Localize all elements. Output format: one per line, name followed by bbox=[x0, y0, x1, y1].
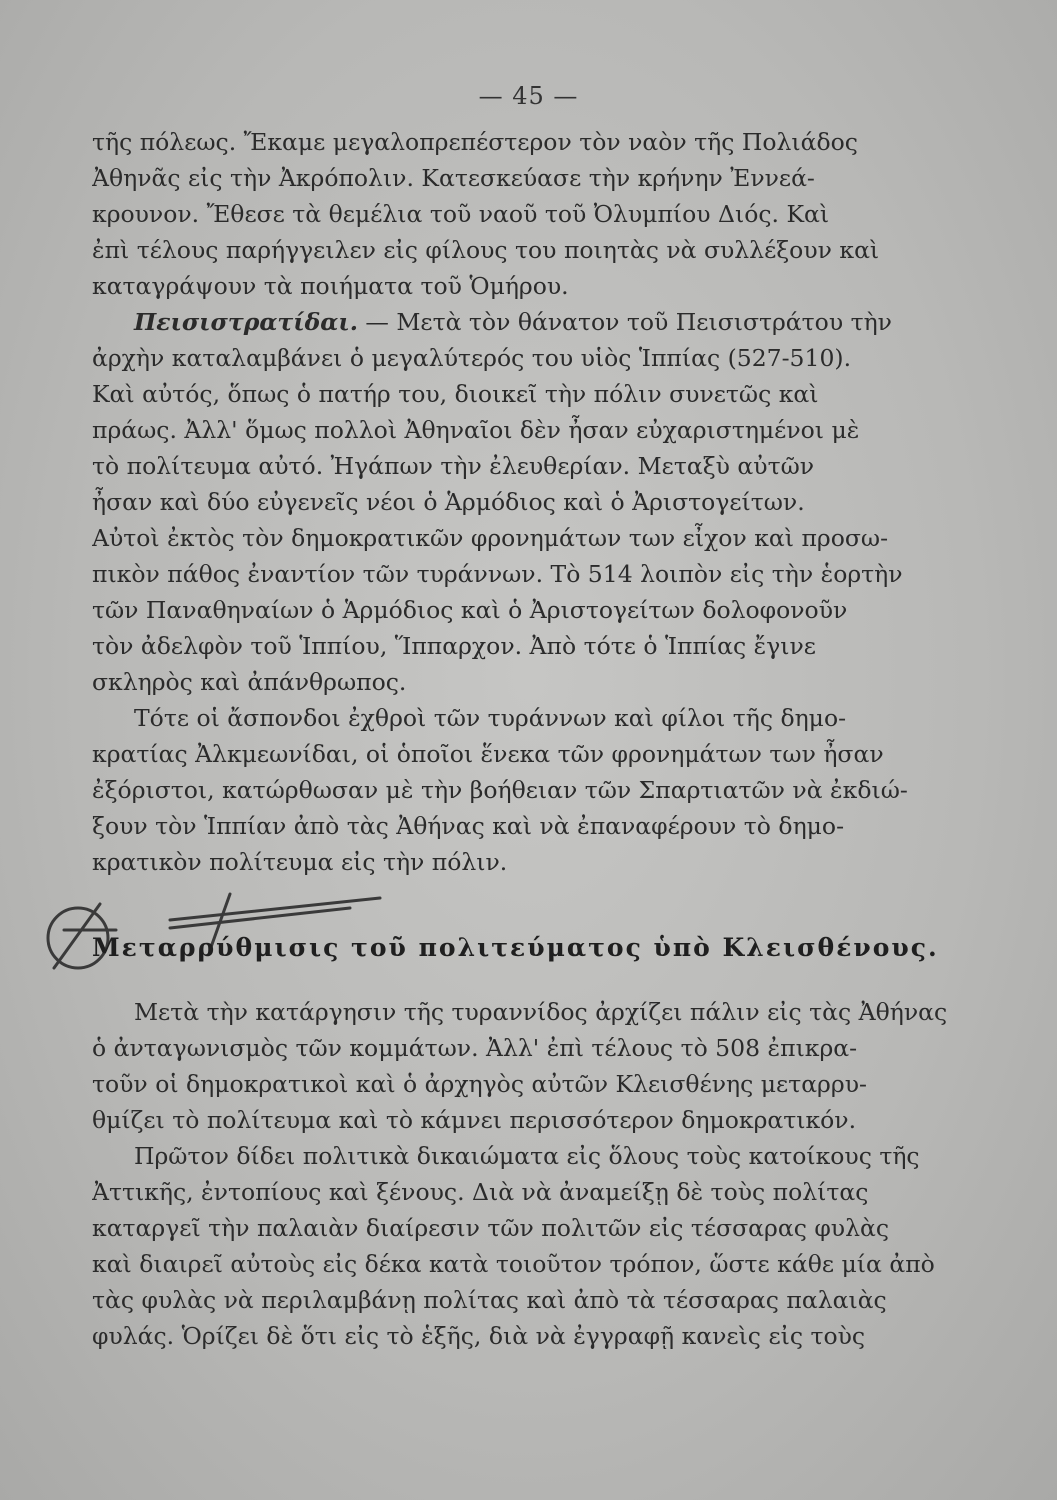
text-line: ἐπὶ τέλους παρήγγειλεν εἰς φίλους του ποιητὰς νὰ συλλέξουν καὶ bbox=[92, 236, 880, 264]
text-block-top bbox=[92, 124, 962, 880]
text-line: κρατικὸν πολίτευμα εἰς τὴν πόλιν. bbox=[92, 848, 508, 876]
text-line: ἀρχὴν καταλαμβάνει ὁ μεγαλύτερός του υἱὸς Ἱππίας (527-510). bbox=[92, 344, 852, 372]
text-line: τοῦν οἱ δημοκρατικοὶ καὶ ὁ ἀρχηγὸς αὐτῶν Κλεισθένης μεταρρυ- bbox=[92, 1070, 867, 1098]
text-line: ξουν τὸν Ἱππίαν ἀπὸ τὰς Ἀθήνας καὶ νὰ ἐπαναφέρουν τὸ δημο- bbox=[92, 812, 845, 840]
text-line: κρουνον. Ἔθεσε τὰ θεμέλια τοῦ ναοῦ τοῦ Ὀλυμπίου Διός. Καὶ bbox=[92, 200, 830, 228]
text-line: Ἀθηνᾶς εἰς τὴν Ἀκρόπολιν. Κατεσκεύασε τὴν κρήνην Ἐννεά- bbox=[92, 164, 815, 192]
text-line: τὸ πολίτευμα αὐτό. Ἠγάπων τὴν ἐλευθερίαν. Μεταξὺ αὐτῶν bbox=[92, 452, 815, 480]
text-line: πικὸν πάθος ἐναντίον τῶν τυράννων. Τὸ 514 λοιπὸν εἰς τὴν ἑορτὴν bbox=[92, 560, 903, 588]
text-line: φυλάς. Ὁρίζει δὲ ὅτι εἰς τὸ ἑξῆς, διὰ νὰ ἐγγραφῇ κανεὶς εἰς τοὺς bbox=[92, 1322, 866, 1350]
text-line: ἦσαν καὶ δύο εὐγενεῖς νέοι ὁ Ἁρμόδιος καὶ ὁ Ἀριστογείτων. bbox=[92, 488, 805, 516]
text-line: καὶ διαιρεῖ αὐτοὺς εἰς δέκα κατὰ τοιοῦτον τρόπον, ὥστε κάθε μία ἀπὸ bbox=[92, 1250, 935, 1278]
text-line: θμίζει τὸ πολίτευμα καὶ τὸ κάμνει περισσότερον δημοκρατικόν. bbox=[92, 1106, 857, 1134]
text-line: ἐξόριστοι, κατώρθωσαν μὲ τὴν βοήθειαν τῶν Σπαρτιατῶν νὰ ἐκδιώ- bbox=[92, 776, 908, 804]
text-run: — Μετὰ τὸν θάνατον τοῦ Πεισιστράτου τὴν bbox=[357, 308, 892, 336]
text-line bbox=[92, 304, 962, 340]
text-line: τῆς πόλεως. Ἔκαμε μεγαλοπρεπέστερον τὸν ναὸν τῆς Πολιάδος bbox=[92, 128, 858, 156]
section-heading: Μεταρρύθμισις τοῦ πολιτεύματος ὑπὸ Κλεισθένους. bbox=[92, 933, 939, 962]
text-line: κρατίας Ἀλκμεωνίδαι, οἱ ὁποῖοι ἕνεκα τῶν φρονημάτων των ἦσαν bbox=[92, 740, 884, 768]
text-line: καταργεῖ τὴν παλαιὰν διαίρεσιν τῶν πολιτῶν εἰς τέσσαρας φυλὰς bbox=[92, 1214, 890, 1242]
paragraph bbox=[92, 124, 962, 304]
paragraph bbox=[92, 1138, 962, 1354]
text-line: τὰς φυλὰς νὰ περιλαμβάνῃ πολίτας καὶ ἀπὸ τὰ τέσσαρας παλαιὰς bbox=[92, 1286, 887, 1314]
text-line: Πρῶτον δίδει πολιτικὰ δικαιώματα εἰς ὅλους τοὺς κατοίκους τῆς bbox=[134, 1142, 920, 1170]
paragraph bbox=[92, 700, 962, 880]
text-line: Μετὰ τὴν κατάργησιν τῆς τυραννίδος ἀρχίζει πάλιν εἰς τὰς Ἀθήνας bbox=[134, 998, 948, 1026]
text-line: Ἀττικῆς, ἐντοπίους καὶ ξένους. Διὰ νὰ ἀναμείξῃ δὲ τοὺς πολίτας bbox=[92, 1178, 869, 1206]
text-line: ὁ ἀνταγωνισμὸς τῶν κομμάτων. Ἀλλ' ἐπὶ τέλους τὸ 508 ἐπικρα- bbox=[92, 1034, 858, 1062]
text-line: καταγράψουν τὰ ποιήματα τοῦ Ὁμήρου. bbox=[92, 272, 569, 300]
paragraph bbox=[92, 304, 962, 700]
text-line: Καὶ αὐτός, ὅπως ὁ πατήρ του, διοικεῖ τὴν πόλιν συνετῶς καὶ bbox=[92, 380, 819, 408]
paragraph-lead-in: Πεισιστρατίδαι. bbox=[134, 308, 358, 336]
text-block-bottom bbox=[92, 994, 962, 1354]
paragraph bbox=[92, 994, 962, 1138]
text-line: πράως. Ἀλλ' ὅμως πολλοὶ Ἀθηναῖοι δὲν ἦσαν εὐχαριστημένοι μὲ bbox=[92, 416, 860, 444]
text-line: Αὐτοὶ ἐκτὸς τὸν δημοκρατικῶν φρονημάτων των εἶχον καὶ προσω- bbox=[92, 524, 889, 552]
page-number: — 45 — bbox=[478, 82, 579, 110]
text-line: Τότε οἱ ἄσπονδοι ἐχθροὶ τῶν τυράννων καὶ φίλοι τῆς δημο- bbox=[134, 704, 847, 732]
text-line: σκληρὸς καὶ ἀπάνθρωπος. bbox=[92, 668, 407, 696]
text-line: τῶν Παναθηναίων ὁ Ἁρμόδιος καὶ ὁ Ἀριστογείτων δολοφονοῦν bbox=[92, 596, 848, 624]
text-line: τὸν ἀδελφὸν τοῦ Ἱππίου, Ἵππαρχον. Ἀπὸ τότε ὁ Ἱππίας ἔγινε bbox=[92, 632, 816, 660]
